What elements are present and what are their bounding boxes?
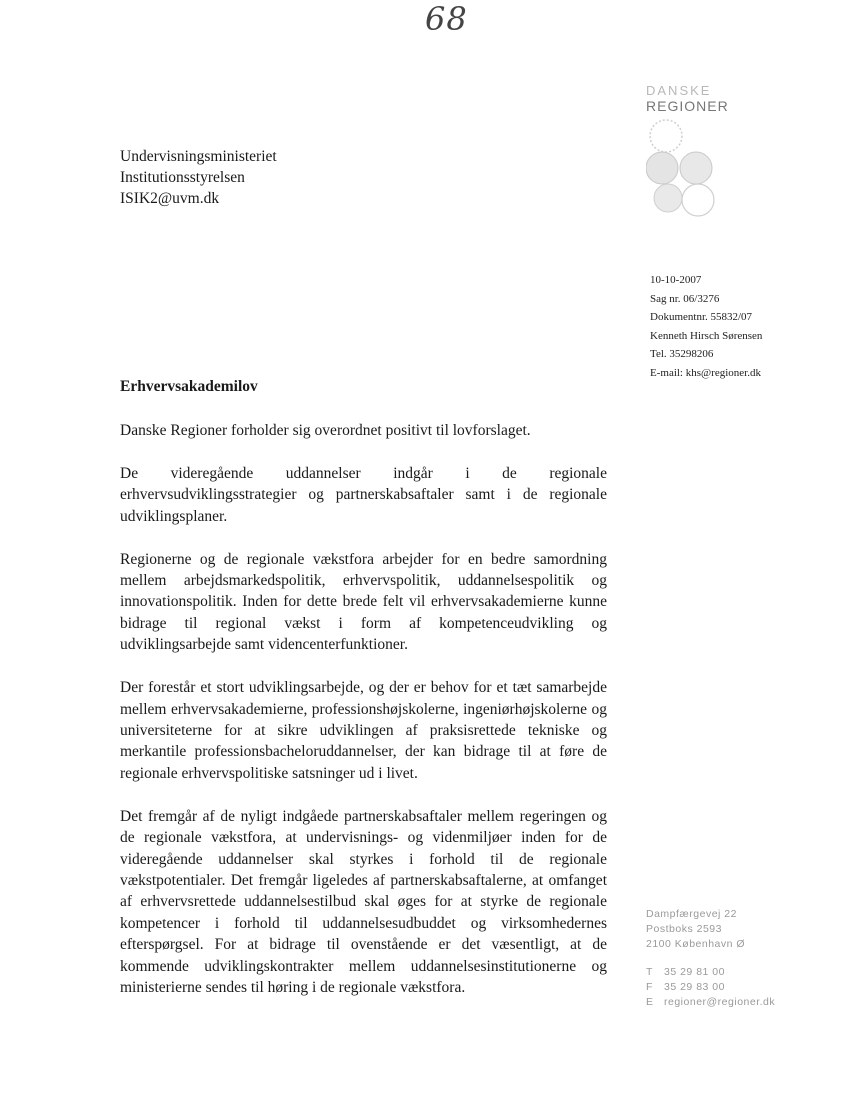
handwritten-page-number: 68 bbox=[425, 0, 468, 38]
address-line: Postboks 2593 bbox=[646, 923, 722, 935]
contact-row-email bbox=[646, 995, 775, 1010]
contact-value: 35 29 81 00 bbox=[664, 966, 725, 978]
body-paragraph: Danske Regioner forholder sig overordnet positivt til lovforslaget. bbox=[120, 422, 531, 439]
contact-phone: Tel. 35298206 bbox=[650, 348, 714, 361]
contact-row-fax bbox=[646, 980, 775, 995]
contact-label: F bbox=[646, 981, 653, 993]
sender-address bbox=[646, 907, 775, 952]
recipient-line: Institutionsstyrelsen bbox=[120, 169, 245, 186]
address-line: Dampfærgevej 22 bbox=[646, 908, 737, 920]
contact-value: regioner@regioner.dk bbox=[664, 996, 776, 1008]
recipient-line: Undervisningsministeriet bbox=[120, 148, 277, 165]
contact-email: E-mail: khs@regioner.dk bbox=[650, 366, 761, 379]
contact-value: 35 29 83 00 bbox=[664, 981, 725, 993]
body-paragraph: Det fremgår af de nyligt indgåede partnerskabsaftaler mellem regeringen og de regionale vækstfora, at undervisnings- og videnmiljøer inden for de videregående uddannelser skal styrkes i forhold til de regionale vækstpotentialer. Det fremgår ligeledes af partnerskabsaftalerne, at omfanget af erhvervsrettede uddannelsestilbud skal øges for at styrke de regionale kompetencer i forhold til uddannelsesudbuddet og virksomhedernes efterspørgsel. For at bidrage til ovenstående er det væsentligt, at de kommende udviklingskontrakter mellem uddannelsesinstitutionerne og ministerierne sendes til høring i de regionale vækstfora. bbox=[120, 807, 607, 996]
contact-label: T bbox=[646, 966, 653, 978]
sender-contact bbox=[646, 965, 775, 1010]
sender-footer bbox=[646, 907, 775, 1010]
case-number: Sag nr. 06/3276 bbox=[650, 292, 720, 305]
document-number: Dokumentnr. 55832/07 bbox=[650, 311, 753, 324]
contact-person: Kenneth Hirsch Sørensen bbox=[650, 329, 763, 342]
body-paragraph: Der forestår et stort udviklingsarbejde, og der er behov for et tæt samarbejde mellem erhvervsakademierne, professionshøjskolerne, ingeniørhøjskolerne og universiteterne for at sikre udviklingen af praksisrettede tekniske og merkantile professionsbacheloruddannelser, der kan bidrage til at føre de regionale erhvervspolitiske satsninger ud i livet. bbox=[120, 679, 607, 782]
logo-circles-icon bbox=[646, 118, 726, 218]
contact-row-phone bbox=[646, 965, 775, 980]
letter-date: 10-10-2007 bbox=[650, 274, 702, 286]
address-line: 2100 København Ø bbox=[646, 938, 746, 950]
danske-regioner-logo bbox=[646, 84, 786, 114]
logo-text-line1: DANSKE bbox=[646, 83, 712, 98]
letter-body bbox=[120, 420, 607, 1020]
letter-meta bbox=[650, 271, 762, 383]
logo-text-line2: REGIONER bbox=[646, 98, 729, 114]
letter-subject: Erhvervsakademilov bbox=[120, 378, 258, 395]
body-paragraph: De videregående uddannelser indgår i de regionale erhvervsudviklingsstrategier og partnerskabsaftaler samt i de regionale udviklingsplaner. bbox=[120, 464, 607, 525]
contact-label: E bbox=[646, 996, 654, 1008]
body-paragraph: Regionerne og de regionale vækstfora arbejder for en bedre samordning mellem arbejdsmarkedspolitik, erhvervspolitik, uddannelsespolitik og innovationspolitik. Inden for dette brede felt vil erhvervsakademierne kunne bidrage til regional vækst i form af kompetenceudvikling og udviklingsarbejde samt videncenterfunktioner. bbox=[120, 550, 607, 654]
recipient-address bbox=[120, 146, 277, 209]
recipient-email: ISIK2@uvm.dk bbox=[120, 190, 220, 207]
